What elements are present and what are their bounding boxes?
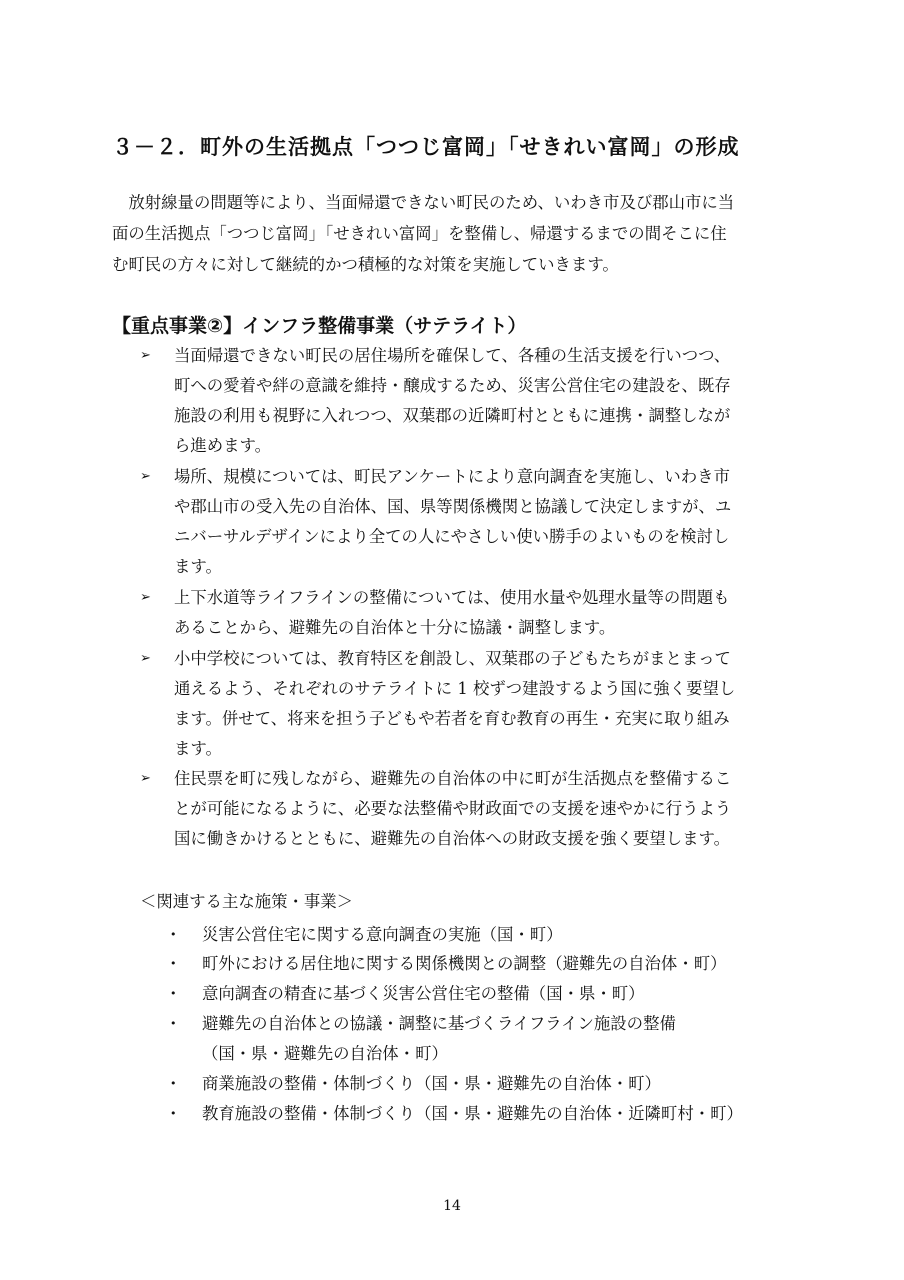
bullet-line: 町への愛着や絆の意識を維持・醸成するため、災害公営住宅の建設を、既存 (174, 376, 731, 395)
dot-bullet-icon: • (170, 987, 177, 1000)
intro-line: む町民の方々に対して継続的かつ積極的な対策を実施していきます。 (112, 255, 619, 274)
project-heading: 【重点事業②】インフラ整備事業（サテライト） (112, 315, 527, 337)
arrow-bullet-icon: ➢ (140, 590, 151, 605)
bullet-line: ら進めます。 (174, 436, 272, 455)
bullet-line: ニバーサルデザインにより全ての人にやさしい使い勝手のよいものを検討し (174, 527, 730, 546)
bullet-text (174, 341, 814, 461)
dot-bullet-icon: • (170, 1107, 177, 1120)
related-item-text (202, 1099, 812, 1129)
related-item-text (202, 949, 812, 979)
bullet-line: 施設の利用も視野に入れつつ、双葉郡の近隣町村とともに連携・調整しなが (174, 406, 731, 425)
bullet-line: 通えるよう、それぞれのサテライトに 1 校ずつ建設するよう国に強く要望し (174, 679, 736, 698)
arrow-bullet-icon: ➢ (140, 771, 151, 786)
bullet-line: ます。 (174, 557, 222, 576)
related-item-line: 災害公営住宅に関する意向調査の実施（国・町） (202, 925, 563, 944)
related-measures-heading: ＜関連する主な施策・事業＞ (140, 892, 354, 911)
bullet-text (174, 644, 814, 764)
related-item-line: 町外における居住地に関する関係機関との調整（避難先の自治体・町） (202, 954, 727, 973)
related-item-line: 商業施設の整備・体制づくり（国・県・避難先の自治体・町） (202, 1074, 661, 1093)
arrow-bullet-icon: ➢ (140, 348, 151, 363)
bullet-text (174, 462, 814, 582)
dot-bullet-icon: • (170, 957, 177, 970)
bullet-line: 国に働きかけるとともに、避難先の自治体への財政支援を強く要望します。 (174, 829, 730, 848)
related-item-text (202, 979, 812, 1009)
intro-paragraph (112, 187, 802, 280)
related-item-text (202, 920, 812, 950)
arrow-bullet-icon: ➢ (140, 469, 151, 484)
bullet-line: あることから、避難先の自治体と十分に協議・調整します。 (174, 618, 616, 637)
bullet-text (174, 583, 814, 643)
intro-line: 面の生活拠点「つつじ富岡」「せきれい富岡」を整備し、帰還するまでの間そこに住 (112, 224, 727, 243)
bullet-line: とが可能になるように、必要な法整備や財政面での支援を速やかに行うよう (174, 799, 732, 818)
bullet-line: 場所、規模については、町民アンケートにより意向調査を実施し、いわき市 (174, 467, 730, 486)
bullet-line: や郡山市の受入先の自治体、国、県等関係機関と協議して決定しますが、ユ (174, 497, 732, 516)
section-title: ３－２．町外の生活拠点「つつじ富岡」「せきれい富岡」の形成 (112, 135, 740, 159)
page-number: 14 (443, 1198, 461, 1214)
bullet-line: 住民票を町に残しながら、避難先の自治体の中に町が生活拠点を整備するこ (174, 769, 732, 788)
dot-bullet-icon: • (170, 1077, 177, 1090)
bullet-line: ます。 (174, 739, 222, 758)
arrow-bullet-icon: ➢ (140, 651, 151, 666)
related-item-text (202, 1069, 812, 1099)
related-item-text (202, 1009, 812, 1069)
dot-bullet-icon: • (170, 1017, 177, 1030)
bullet-line: 当面帰還できない町民の居住場所を確保して、各種の生活支援を行いつつ、 (174, 346, 731, 365)
intro-line: 放射線量の問題等により、当面帰還できない町民のため、いわき市及び郡山市に当 (112, 193, 735, 212)
related-item-line: 避難先の自治体との協議・調整に基づくライフライン施設の整備 (202, 1014, 676, 1033)
bullet-line: 小中学校については、教育特区を創設し、双葉郡の子どもたちがまとまって (174, 649, 731, 668)
related-item-line: （国・県・避難先の自治体・町） (202, 1044, 448, 1063)
related-item-line: 意向調査の精査に基づく災害公営住宅の整備（国・県・町） (202, 984, 645, 1003)
related-item-line: 教育施設の整備・体制づくり（国・県・避難先の自治体・近隣町村・町） (202, 1104, 743, 1123)
dot-bullet-icon: • (170, 928, 177, 941)
bullet-line: 上下水道等ライフラインの整備については、使用水量や処理水量等の問題も (174, 588, 730, 607)
bullet-text (174, 764, 814, 854)
bullet-line: ます。併せて、将来を担う子どもや若者を育む教育の再生・充実に取り組み (174, 709, 730, 728)
